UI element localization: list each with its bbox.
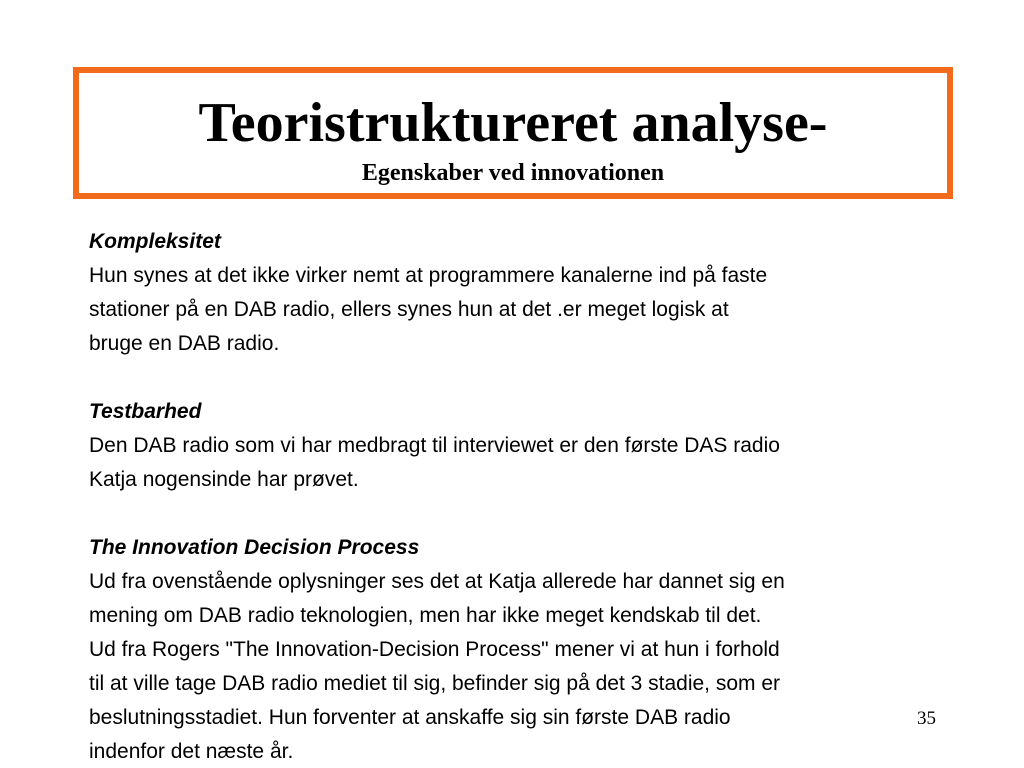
slide-title: Teoristruktureret analyse- <box>198 92 828 154</box>
title-box <box>73 67 953 199</box>
section-heading-testbarhed: Testbarhed <box>89 400 202 423</box>
section-spacer <box>89 497 959 531</box>
section-spacer <box>89 361 959 395</box>
slide-content <box>89 225 959 768</box>
page-number: 35 <box>917 708 936 729</box>
body-line: stationer på en DAB radio, ellers synes hun at det .er meget logisk at <box>89 298 729 321</box>
body-line: Den DAB radio som vi har medbragt til interviewet er den første DAS radio <box>89 434 780 457</box>
section-heading-innovation-decision-process: The Innovation Decision Process <box>89 536 420 559</box>
body-line: bruge en DAB radio. <box>89 332 280 355</box>
slide-subtitle: Egenskaber ved innovationen <box>361 160 665 186</box>
body-line: Ud fra ovenstående oplysninger ses det at Katja allerede har dannet sig en <box>89 570 785 593</box>
body-line: mening om DAB radio teknologien, men har ikke meget kendskab til det. <box>89 604 762 627</box>
body-line: til at ville tage DAB radio mediet til sig, befinder sig på det 3 stadie, som er <box>89 672 781 695</box>
body-line: beslutningsstadiet. Hun forventer at anskaffe sig sin første DAB radio <box>89 706 731 729</box>
section-heading-kompleksitet: Kompleksitet <box>89 230 221 253</box>
body-line: Hun synes at det ikke virker nemt at programmere kanalerne ind på faste <box>89 264 768 287</box>
body-line: indenfor det næste år. <box>89 740 294 763</box>
body-line: Ud fra Rogers "The Innovation-Decision Process" mener vi at hun i forhold <box>89 638 780 661</box>
body-line: Katja nogensinde har prøvet. <box>89 468 359 491</box>
